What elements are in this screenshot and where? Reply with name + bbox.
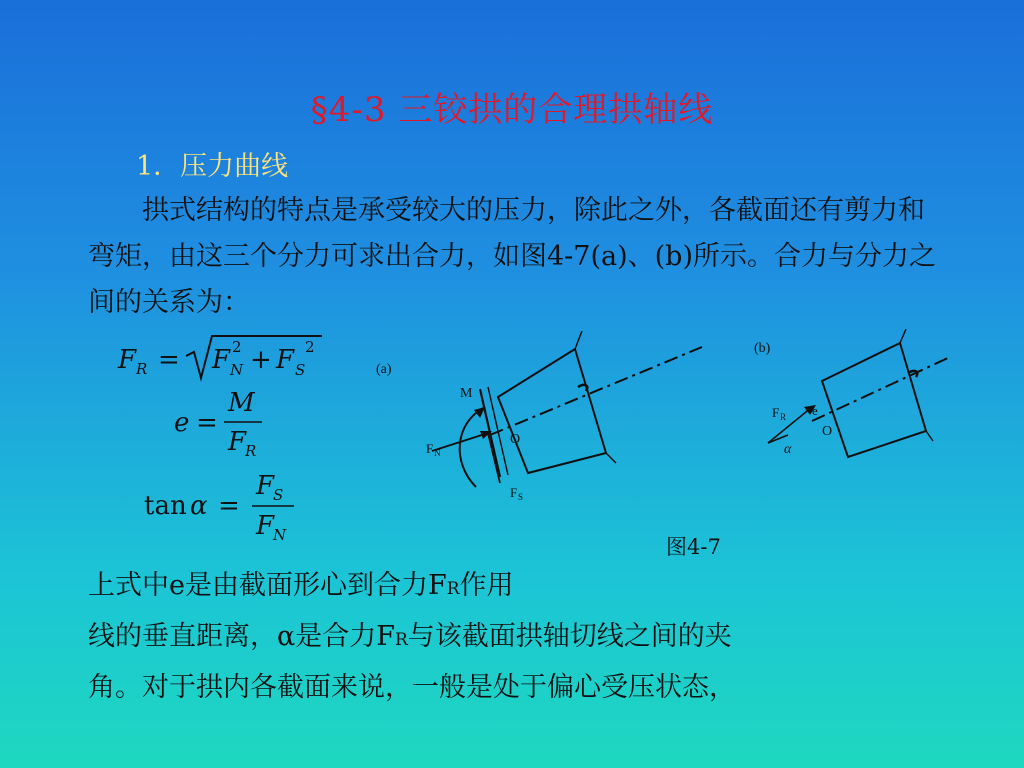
moment-arc xyxy=(460,407,485,487)
formula2-numerator: M xyxy=(228,388,255,418)
formula3-denominator-sub: N xyxy=(273,526,287,544)
label-alpha: α xyxy=(784,442,792,457)
formula2-denominator-sub: R xyxy=(245,442,257,460)
diagram-b xyxy=(768,329,950,457)
bottom-line3: 角。对于拱内各截面来说，一般是处于偏心受压状态， xyxy=(88,672,736,703)
intro-paragraph xyxy=(88,188,936,326)
fig-label-a: (a) xyxy=(376,362,392,377)
label-O-a: O xyxy=(510,432,521,447)
label-FR: F xyxy=(772,405,780,420)
formula3-denominator: F xyxy=(256,511,275,541)
fig-label-b: (b) xyxy=(754,341,771,356)
bottom-line1-a: 上式中e是由截面形心到合力F xyxy=(88,570,447,601)
bottom-line1-b: 作用 xyxy=(459,570,514,601)
equals-sign-3: = xyxy=(218,491,240,521)
label-O-b: O xyxy=(822,424,833,439)
formula2-lhs: e xyxy=(174,408,190,438)
formula1-term2: F xyxy=(276,345,295,375)
formula1-term2-sub: S xyxy=(295,361,306,379)
equals-sign-1: = xyxy=(158,345,180,375)
formula1-term1-sub: N xyxy=(230,361,244,379)
diagram-a xyxy=(432,331,702,487)
intro-text: 拱式结构的特点是承受较大的压力，除此之外，各截面还有剪力和弯矩，由这三个分力可求出合力，如图4-7(a)、(b)所示。合力与分力之间的关系为： xyxy=(88,195,936,318)
label-M: M xyxy=(460,386,473,401)
bottom-paragraph xyxy=(88,562,936,712)
formula1-lhs-sub: R xyxy=(136,360,148,378)
arch-segment-b xyxy=(822,343,926,457)
label-FS-sub: S xyxy=(518,492,524,502)
plus-sign: + xyxy=(250,345,272,375)
figure-caption: 图4-7 xyxy=(666,535,721,559)
label-FN-sub: N xyxy=(434,448,441,458)
label-e: e xyxy=(812,403,818,418)
figure-4-7 xyxy=(370,325,990,565)
bottom-line1-sub: R xyxy=(446,579,460,599)
arch-segment-a xyxy=(498,349,606,473)
slide-title: §4-3 三铰拱的合理拱轴线 xyxy=(310,90,714,130)
formula3-lhs: tan xyxy=(144,491,187,521)
equals-sign-2: = xyxy=(196,408,218,438)
label-FN: F xyxy=(426,441,434,456)
bottom-line2-b: 与该截面拱轴切线之间的夹 xyxy=(407,621,732,652)
label-FR-sub: R xyxy=(780,412,787,422)
formula1-lhs: F xyxy=(118,345,137,375)
formula3-alpha: α xyxy=(190,491,208,521)
label-FS: F xyxy=(510,485,518,500)
fs-arrow xyxy=(488,433,500,483)
section-subheading: 1．压力曲线 xyxy=(136,151,289,182)
formula3-numerator-sub: S xyxy=(273,486,284,504)
formula2-denominator: F xyxy=(228,427,247,457)
bottom-line2-sub: R xyxy=(394,630,408,650)
formula3-numerator: F xyxy=(256,471,275,501)
formula1-term2-sq: 2 xyxy=(305,338,315,356)
bottom-line2-a: 线的垂直距离，α是合力F xyxy=(88,621,395,652)
formula1-term1: F xyxy=(212,345,231,375)
formula1-term1-sq: 2 xyxy=(232,338,242,356)
